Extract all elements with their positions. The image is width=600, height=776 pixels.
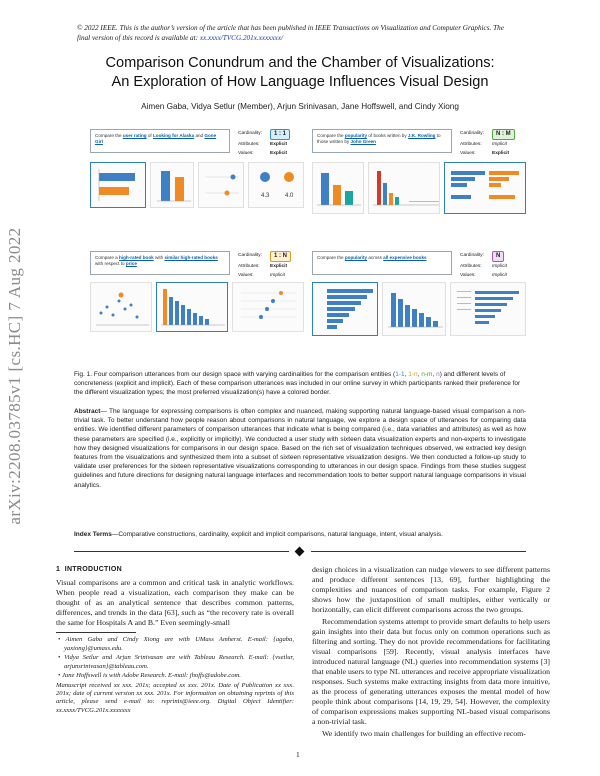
cardinality-badge: 1 : 1 [270,129,290,140]
arxiv-stamp-text: arXiv:2208.03785v1 [cs.HC] 7 Aug 2022 [5,227,24,525]
column-left [56,565,294,715]
paragraph: design choices in a visualization can nudge viewers to see different patterns and produce different sentences [13, 69], further highlighting the complexities and nuances of comparison tasks. For example, Figure 2 shows how the juxtaposition of small multiples, either vertically or horizontally, can elicit different comparisons across the two groups. [312,565,550,614]
arxiv-stamp [1,206,29,546]
page-number: 1 [296,750,300,759]
figure-caption: Fig. 1. Four comparison utterances from our design space with varying cardinalities for the comparison entities (1-1, 1-n, n-m, n) and different levels of concreteness (explicit and implicit). Each of these comparison utterances was included in our online survey in which participants ranked their preference for the different visualization types; the most preferred visualization(s) have a colored border. [74,371,521,396]
index-terms-text: —Comparative constructions, cardinality, explicit and implicit comparisons, natural language, intent, visual analysis. [111,531,443,538]
title-line-1: Comparison Conundrum and the Chamber of Visualizations: [105,55,495,71]
vis-column-bars [382,282,446,336]
cardinality-badge: N : M [492,129,515,140]
abstract-label: Abstract [74,408,101,415]
section-heading: 1 INTRODUCTION [56,566,122,573]
footnote-item: • Aimen Gaba and Cindy Xiong are with UMass Amherst. E-mail: {agaba, yaxiong}@umass.edu. [58,636,294,652]
panel-1-n [88,248,306,366]
diamond-ornament-icon [295,547,305,557]
utterance-box: Compare the user rating of Looking for Alaska and Gone Girl [90,129,230,153]
panel-1-1 [88,126,306,244]
vis-column-chart [150,162,194,208]
panel-meta: Cardinality: 1 : N Attributes: Explicit Values: Implicit [238,251,308,280]
vis-scatter-bars [368,162,440,214]
vis-bar-highlight-selected [156,282,228,332]
cardinality-badge: N [492,251,504,262]
panel-meta: Cardinality: N : M Attributes: Implicit Values: Explicit [460,129,530,158]
doi-link[interactable]: xx.xxxx/TVCG.201x.xxxxxxx/ [199,33,284,42]
section-divider [74,547,526,557]
vis-grouped-bars [312,162,364,214]
footnote-item: • Jane Hoffswell is with Adobe Research. E-mail: jhoffs@adobe.com. [58,672,241,679]
utterance-box: Compare a high-rated book with similar high-rated books with respect to price [90,251,230,275]
paper-title [60,54,540,92]
utterance-box: Compare the popularity across all expensive books [312,251,452,275]
footnote-item: • Vidya Setlur and Arjun Srinivasan are with Tableau Research. E-mail: {vsetlur, arjunsrinivasan}@tableau.com. [58,654,294,670]
copyright-text: © 2022 IEEE. This is the author’s version of the article that has been published in IEEE Transactions on Visualization and Computer Graphics. The final version of this record is available at: [77,24,504,42]
abstract [74,407,526,490]
panel-meta: Cardinality: 1 : 1 Attributes: Explicit Values: Explicit [238,129,308,158]
vis-small-multiples-selected [444,162,526,214]
footnote-rule [56,632,136,633]
vis-horizontal-list [450,282,526,336]
intro-paragraph: Visual comparisons are a common and critical task in analytic workflows. When people read a visualization, each comparison they make can be thought of as an analytical sentence that describes common patterns, differences, and trends in the data [63], such as “the recovery rate is overall the same for Hospitals A and B.” Even seemingly-small [56,578,294,627]
vis-dot-list [232,282,304,332]
index-terms-label: Index Terms [74,531,112,538]
utterance-box: Compare the popularity of books written by J.K. Rowling to those written by John Green [312,129,452,153]
column-right [312,565,550,741]
paragraph: We identify two main challenges for building an effective recom- [322,729,526,738]
panel-n [310,248,528,366]
index-terms [74,530,526,539]
vis-kpi-circles [248,162,304,208]
vis-dot-plot [198,162,244,208]
paragraph: Recommendation systems attempt to provide smart defaults to help users gain insights into their data but focus only on common operations such as filtering and sorting. They do not provide recommendations for facilitating visual comparisons [59]. Recently, visual analysis interfaces have introduced natural language (NL) queries into recommendation systems [3] that enable users to type NL utterances and receive appropriate visualization responses. Such systems make extracting insights from data more intuitive, as the process of generating utterances exposes the mental model of how people think about comparisons [14, 19, 29, 54]. However, the complexity of comparison expressions makes supporting NL-based visual comparisons a non-trivial task. [312,617,551,726]
panel-n-m [310,126,528,244]
figure-1 [88,126,528,368]
manuscript-info: Manuscript received xx xxx. 201x; accepted xx xxx. 201x. Date of Publication xx xxx. 201x; date of current version xx xxx. 201x. For information on obtaining reprints of this article, please send e-mail to: reprints@ieee.org. Digital Object Identifier: xx.xxxx/TVCG.201x.xxxxxxx [56,681,294,714]
vis-bar-chart-selected [90,162,146,208]
vis-scatter-plot [90,282,152,332]
title-line-2: An Exploration of How Language Influences Visual Design [111,74,489,90]
cardinality-badge: 1 : N [270,251,291,262]
kpi-value-a: 4.3 [261,193,270,199]
kpi-value-b: 4.0 [285,193,294,199]
panel-meta: Cardinality: N Attributes: Implicit Values: Implicit [460,253,507,278]
abstract-text: — The language for expressing comparisons is often complex and nuanced, making supporting natural language-based visual comparison a non-trivial task. To better understand how people reason about comparisons in natural language, we explore a design space of utterances for comparing data entities. We identified different parameters of comparison utterances that indicate what is being compared (i.e., data variables and attributes) as well as how these parameters are specified (i.e., explicitly or implicitly). We conducted a user study with sixteen data visualization experts and non-experts to investigate how they designed visualizations for comparisons in our design space. Based on the rich set of visualization techniques observed, we extracted key design features from the visualizations and synthesized them into a subset of sixteen representative visualization designs. We then conducted a follow-up study to validate user preferences for the sixteen representative visualizations corresponding to utterances in our design space. Findings from these studies suggest guidelines and future directions for designing natural language interfaces and recommendation tools to better support natural language comparisons in visual analytics. [74,408,526,489]
author-list: Aimen Gaba, Vidya Setlur (Member), Arjun Srinivasan, Jane Hoffswell, and Cindy Xiong [141,102,459,111]
copyright-notice [77,24,517,43]
vis-sorted-bars-selected [312,282,378,336]
